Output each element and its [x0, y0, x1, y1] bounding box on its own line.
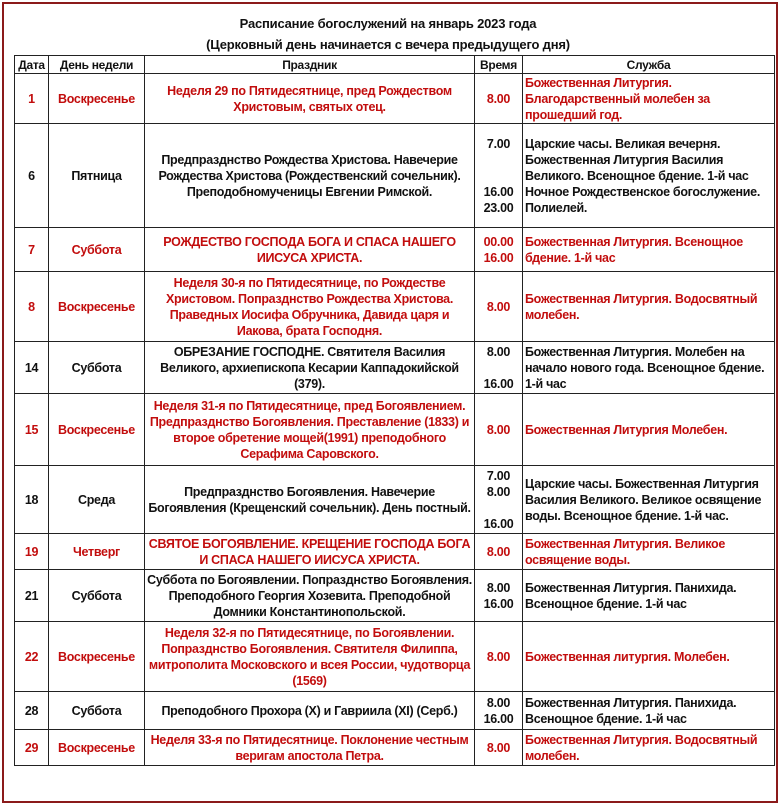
- row-day: Среда: [49, 466, 145, 534]
- row-day: Воскресенье: [49, 394, 145, 466]
- time-value: 23.00: [483, 200, 514, 215]
- row-feast: Неделя 33-я по Пятидесятнице. Поклонение честным веригам апостола Петра.: [145, 730, 475, 766]
- time-value: 00.00: [483, 234, 514, 249]
- time-value: 16.00: [483, 596, 514, 611]
- time-value: 16.00: [483, 250, 514, 265]
- table-row: [15, 74, 775, 124]
- table-row: [15, 228, 775, 272]
- table-row: [15, 570, 775, 622]
- header-time: Время: [475, 56, 523, 74]
- row-feast: РОЖДЕСТВО ГОСПОДА БОГА И СПАСА НАШЕГО ИИСУСА ХРИСТА.: [145, 228, 475, 272]
- header-day: День недели: [49, 56, 145, 74]
- time-value: 8.00: [486, 344, 511, 359]
- row-date: 21: [15, 570, 49, 622]
- row-times: [475, 730, 523, 766]
- table-row: [15, 272, 775, 342]
- row-service: Божественная Литургия Молебен.: [523, 394, 775, 466]
- table-row: [15, 622, 775, 692]
- row-times: [475, 692, 523, 730]
- row-date: 18: [15, 466, 49, 534]
- row-times: [475, 342, 523, 394]
- time-value: 16.00: [483, 376, 514, 391]
- time-value: 8.00: [486, 299, 511, 314]
- row-feast: Преподобного Прохора (Х) и Гавриила (XI) (Серб.): [145, 692, 475, 730]
- time-value: 8.00: [486, 422, 511, 437]
- header-date: Дата: [15, 56, 49, 74]
- row-times: [475, 534, 523, 570]
- row-feast: Неделя 32-я по Пятидесятнице, по Богоявлении. Попразднство Богоявления. Святителя Филиппа, митрополита Московского и всея России, чудотворца (1569): [145, 622, 475, 692]
- row-feast: Неделя 31-я по Пятидесятнице, пред Богоявлением. Предпразднство Богоявления. Преставление (1833) и второе обретение мощей(1991) преподобного Серафима Саровского.: [145, 394, 475, 466]
- row-feast: ОБРЕЗАНИЕ ГОСПОДНЕ. Святителя Василия Великого, архиепископа Кесарии Каппадокийской (379).: [145, 342, 475, 394]
- row-day: Пятница: [49, 124, 145, 228]
- row-date: 19: [15, 534, 49, 570]
- row-date: 6: [15, 124, 49, 228]
- row-day: Суббота: [49, 342, 145, 394]
- time-value: 8.00: [486, 544, 511, 559]
- row-day: Воскресенье: [49, 622, 145, 692]
- header-service: Служба: [523, 56, 775, 74]
- time-value: 8.00: [486, 580, 511, 595]
- row-feast: Неделя 30-я по Пятидесятнице, по Рождестве Христовом. Попразднство Рождества Христова. Праведных Иосифа Обручника, Давида царя и Иакова, брата Господня.: [145, 272, 475, 342]
- row-times: [475, 394, 523, 466]
- row-day: Воскресенье: [49, 272, 145, 342]
- row-times: [475, 228, 523, 272]
- row-date: 1: [15, 74, 49, 124]
- row-day: Воскресенье: [49, 74, 145, 124]
- row-feast: Предпразднство Рождества Христова. Навечерие Рождества Христова (Рождественский сочельник). Преподобномученицы Евгении Римской.: [145, 124, 475, 228]
- row-service: Божественная Литургия. Великое освящение воды.: [523, 534, 775, 570]
- row-day: Суббота: [49, 692, 145, 730]
- row-date: 14: [15, 342, 49, 394]
- row-service: Божественная Литургия. Водосвятный молебен.: [523, 272, 775, 342]
- row-feast: СВЯТОЕ БОГОЯВЛЕНИЕ. КРЕЩЕНИЕ ГОСПОДА БОГА И СПАСА НАШЕГО ИИСУСА ХРИСТА.: [145, 534, 475, 570]
- row-date: 15: [15, 394, 49, 466]
- time-value: 8.00: [486, 695, 511, 710]
- row-times: [475, 74, 523, 124]
- table-row: [15, 394, 775, 466]
- page-subtitle: (Церковный день начинается с вечера предыдущего дня): [206, 37, 570, 52]
- row-service: Божественная Литургия. Всенощное бдение. 1-й час: [523, 228, 775, 272]
- time-value: 8.00: [486, 91, 511, 106]
- time-value: 16.00: [483, 711, 514, 726]
- header-row: [15, 56, 775, 74]
- row-feast: Предпразднство Богоявления. Навечерие Богоявления (Крещенский сочельник). День постный.: [145, 466, 475, 534]
- table-row: [15, 692, 775, 730]
- table-row: [15, 124, 775, 228]
- time-value: 8.00: [486, 484, 511, 499]
- row-service: Божественная Литургия. Панихида. Всенощное бдение. 1-й час: [523, 692, 775, 730]
- table-row: [15, 534, 775, 570]
- row-feast: Неделя 29 по Пятидесятнице, пред Рождеством Христовым, святых отец.: [145, 74, 475, 124]
- row-day: Суббота: [49, 228, 145, 272]
- table-row: [15, 342, 775, 394]
- time-value: 8.00: [486, 649, 511, 664]
- time-value: 7.00: [486, 468, 511, 483]
- row-day: Воскресенье: [49, 730, 145, 766]
- table-row: [15, 466, 775, 534]
- row-date: 7: [15, 228, 49, 272]
- row-service: Царские часы. Великая вечерня. Божественная Литургия Василия Великого. Всенощное бдение. 1-й час Ночное Рождественское богослужение. Полиелей.: [523, 124, 775, 228]
- row-service: Божественная Литургия. Благодарственный молебен за прошедший год.: [523, 74, 775, 124]
- time-value: 8.00: [486, 740, 511, 755]
- row-service: Божественная Литургия. Панихида. Всенощное бдение. 1-й час: [523, 570, 775, 622]
- page-title: Расписание богослужений на январь 2023 года: [239, 16, 537, 31]
- row-times: [475, 124, 523, 228]
- row-date: 28: [15, 692, 49, 730]
- row-times: [475, 272, 523, 342]
- table-row: [15, 730, 775, 766]
- row-times: [475, 570, 523, 622]
- row-feast: Суббота по Богоявлении. Попразднство Богоявления. Преподобного Георгия Хозевита. Преподобной Домники Константинопольской.: [145, 570, 475, 622]
- time-value: 7.00: [486, 136, 511, 151]
- row-date: 29: [15, 730, 49, 766]
- time-value: 16.00: [483, 184, 514, 199]
- row-service: Царские часы. Божественная Литургия Василия Великого. Великое освящение воды. Всенощное бдение. 1-й час.: [523, 466, 775, 534]
- schedule-table: [14, 55, 775, 766]
- row-service: Божественная Литургия. Молебен на начало нового года. Всенощное бдение. 1-й час: [523, 342, 775, 394]
- row-times: [475, 466, 523, 534]
- row-service: Божественная литургия. Молебен.: [523, 622, 775, 692]
- row-date: 22: [15, 622, 49, 692]
- row-date: 8: [15, 272, 49, 342]
- header-feast: Праздник: [145, 56, 475, 74]
- row-service: Божественная Литургия. Водосвятный молебен.: [523, 730, 775, 766]
- row-day: Суббота: [49, 570, 145, 622]
- time-value: 16.00: [483, 516, 514, 531]
- row-times: [475, 622, 523, 692]
- row-day: Четверг: [49, 534, 145, 570]
